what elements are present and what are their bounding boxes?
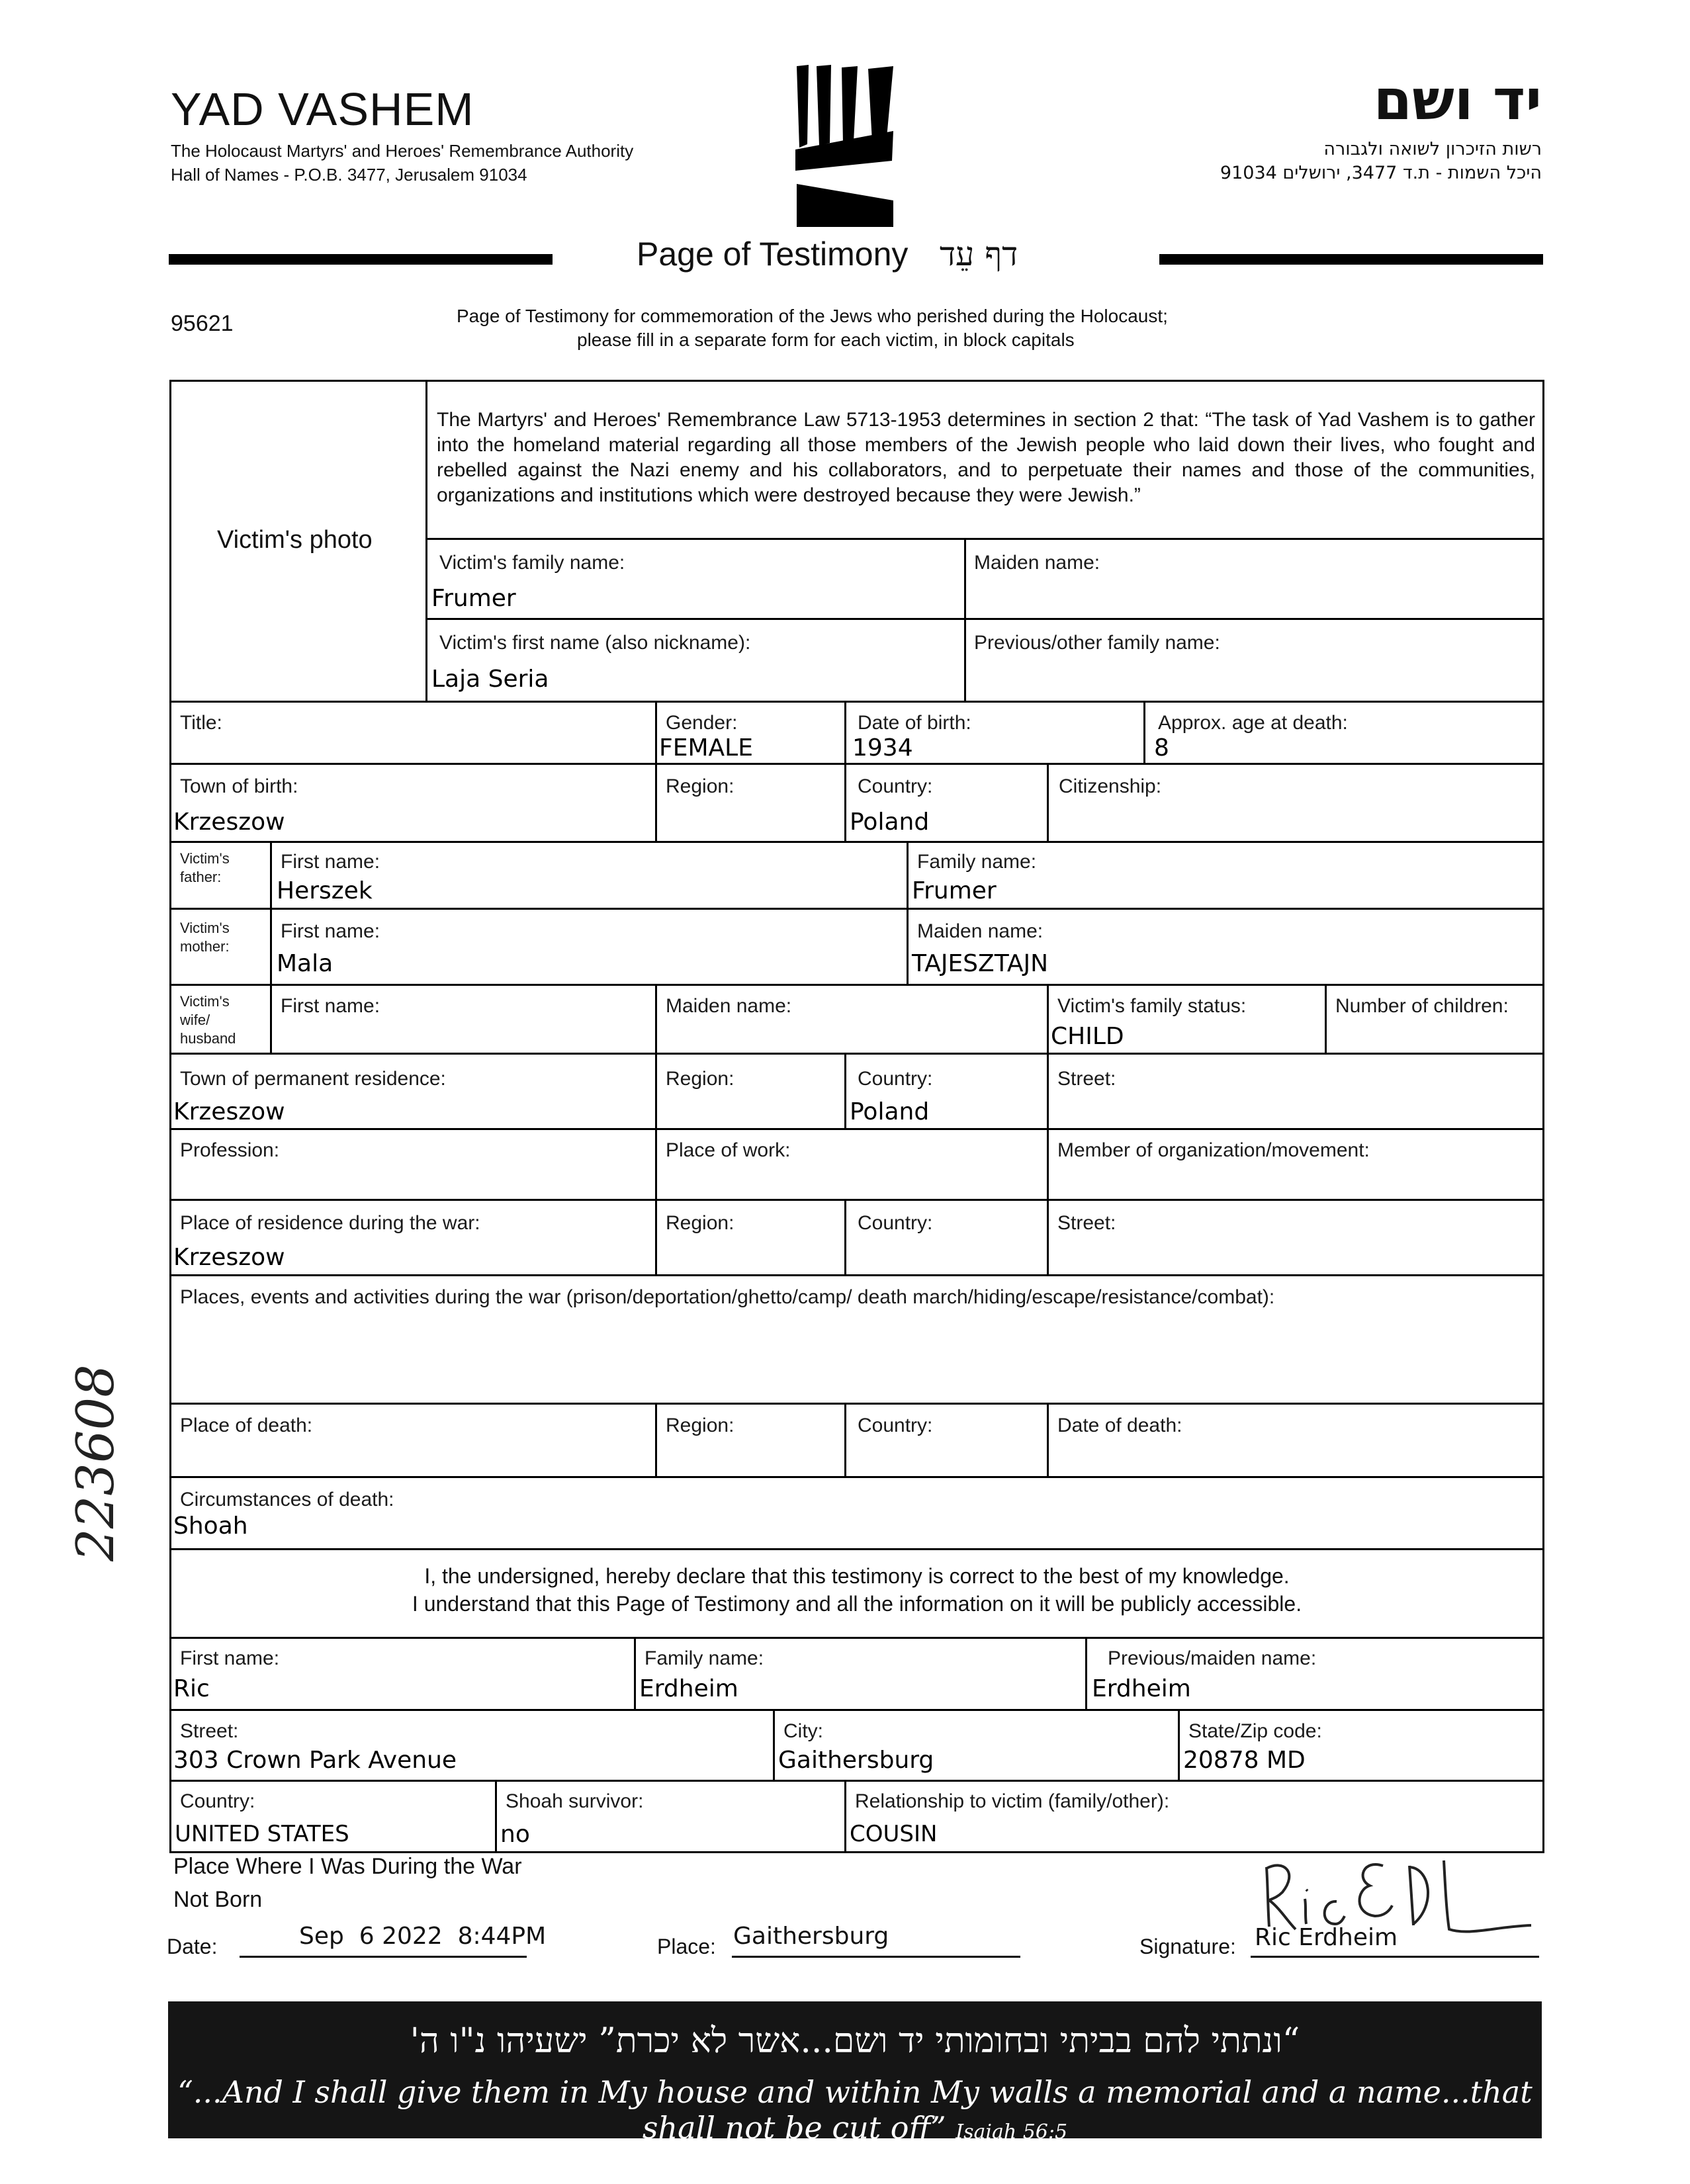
submitter-street-label: Street:	[180, 1720, 239, 1742]
war-region-label: Region:	[666, 1212, 734, 1234]
submitter-country-value[interactable]: UNITED STATES	[175, 1821, 349, 1847]
place-of-death-label: Place of death:	[180, 1415, 313, 1436]
mother-maiden-name-value[interactable]: TAJESZTAJN	[912, 950, 1049, 977]
quote-english-text: “...And I shall give them in My house and within My walls a memorial and a name...that shall not be cut off”	[177, 2074, 1533, 2146]
spouse-first-name-label: First name:	[281, 995, 380, 1017]
residence-country-value[interactable]: Poland	[850, 1098, 930, 1125]
shoah-survivor-label: Shoah survivor:	[506, 1790, 644, 1812]
date-of-birth-value[interactable]: 1934	[852, 734, 913, 762]
spouse-maiden-name-label: Maiden name:	[666, 995, 792, 1017]
org-address: Hall of Names - P.O.B. 3477, Jerusalem 91034	[171, 165, 527, 185]
quote-english	[168, 2074, 1542, 2146]
header-rule-left	[169, 254, 553, 265]
hebrew-org-address: היכל השמות - ת.ד 3477, ירושלים 91034	[1220, 163, 1542, 183]
maiden-name-label: Maiden name:	[974, 552, 1100, 574]
place-value[interactable]: Gaithersburg	[733, 1923, 889, 1950]
yad-vashem-logo	[794, 65, 900, 230]
hebrew-org-subtitle: רשות הזיכרון לשואה ולגבורה	[1323, 139, 1542, 159]
submitter-first-name-value[interactable]: Ric	[173, 1675, 210, 1702]
declaration-line-2: I understand that this Page of Testimony and all the information on it will be publicly accessible.	[412, 1592, 1302, 1616]
header-rule-right	[1159, 254, 1543, 265]
date-label: Date:	[167, 1935, 218, 1958]
submitter-state-zip-value[interactable]: 20878 MD	[1183, 1747, 1306, 1774]
father-first-name-value[interactable]: Herszek	[277, 877, 373, 904]
place-label: Place:	[657, 1935, 716, 1958]
war-activities-label: Places, events and activities during the war (prison/deportation/ghetto/camp/ death march/hiding/escape/resistance/combat):	[180, 1286, 1275, 1308]
birth-country-value[interactable]: Poland	[850, 808, 930, 836]
father-family-name-value[interactable]: Frumer	[912, 877, 997, 904]
place-of-work-label: Place of work:	[666, 1139, 791, 1161]
war-country-label: Country:	[858, 1212, 933, 1234]
war-location-value: Not Born	[173, 1887, 263, 1912]
submitter-street-value[interactable]: 303 Crown Park Avenue	[173, 1747, 457, 1774]
circumstances-value[interactable]: Shoah	[173, 1512, 248, 1540]
first-name-label: Victim's first name (also nickname):	[439, 632, 751, 654]
date-of-death-label: Date of death:	[1057, 1415, 1182, 1436]
residence-street-label: Street:	[1057, 1068, 1116, 1090]
member-organization-label: Member of organization/movement:	[1057, 1139, 1370, 1161]
handwritten-signature	[1257, 1853, 1535, 1945]
shoah-survivor-value[interactable]: no	[500, 1821, 530, 1848]
citizenship-label: Citizenship:	[1059, 775, 1162, 797]
relationship-label: Relationship to victim (family/other):	[855, 1790, 1170, 1812]
war-residence-value[interactable]: Krzeszow	[173, 1244, 285, 1271]
declaration-line-1: I, the undersigned, hereby declare that this testimony is correct to the best of my knowledge.	[424, 1564, 1290, 1588]
mother-maiden-name-label: Maiden name:	[917, 920, 1044, 942]
org-name: YAD VASHEM	[171, 83, 474, 135]
family-status-value[interactable]: CHILD	[1051, 1023, 1124, 1050]
quote-banner	[168, 2001, 1542, 2146]
father-first-name-label: First name:	[281, 851, 380, 873]
quote-hebrew: “ונתתי להם בביתי ובחומותי יד ושם...אשר לא יכרת” ישעיהו נ"ו ה'	[410, 2021, 1300, 2061]
signature-label: Signature:	[1139, 1935, 1236, 1958]
form-title-hebrew: דף עֵד	[940, 235, 1018, 273]
date-value[interactable]: Sep 6 2022 8:44PM	[299, 1923, 547, 1950]
mother-first-name-value[interactable]: Mala	[277, 950, 334, 977]
victim-photo-placeholder: Victim's photo	[217, 526, 373, 554]
family-name-label: Victim's family name:	[439, 552, 625, 574]
title-label: Title:	[180, 712, 222, 734]
handwritten-record-number: 223608	[66, 1364, 126, 1561]
death-country-label: Country:	[858, 1415, 933, 1436]
residence-country-label: Country:	[858, 1068, 933, 1090]
submitter-family-name-value[interactable]: Erdheim	[639, 1675, 738, 1702]
spouse-side-label: Victim's wife/ husband	[180, 993, 236, 1047]
war-location-label: Place Where I Was During the War	[173, 1854, 522, 1879]
instructions-line-2: please fill in a separate form for each victim, in block capitals	[577, 329, 1075, 350]
submitter-country-label: Country:	[180, 1790, 255, 1812]
submitter-first-name-label: First name:	[180, 1647, 280, 1669]
submitter-state-zip-label: State/Zip code:	[1188, 1720, 1322, 1742]
submitter-city-label: City:	[783, 1720, 823, 1742]
town-of-birth-value[interactable]: Krzeszow	[173, 808, 285, 836]
age-at-death-label: Approx. age at death:	[1158, 712, 1348, 734]
mother-first-name-label: First name:	[281, 920, 380, 942]
submitter-city-value[interactable]: Gaithersburg	[778, 1747, 934, 1774]
residence-region-label: Region:	[666, 1068, 734, 1090]
death-region-label: Region:	[666, 1415, 734, 1436]
family-status-label: Victim's family status:	[1057, 995, 1247, 1017]
profession-label: Profession:	[180, 1139, 280, 1161]
form-title: Page of Testimony	[637, 236, 909, 273]
gender-label: Gender:	[666, 712, 738, 734]
relationship-value[interactable]: COUSIN	[850, 1821, 938, 1847]
mother-side-label: Victim's mother:	[180, 920, 230, 955]
form-number: 95621	[171, 311, 234, 336]
submitter-family-name-label: Family name:	[645, 1647, 764, 1669]
town-of-birth-label: Town of birth:	[180, 775, 298, 797]
father-family-name-label: Family name:	[917, 851, 1037, 873]
birth-region-label: Region:	[666, 775, 734, 797]
signature-value[interactable]: Ric Erdheim	[1255, 1924, 1398, 1951]
war-street-label: Street:	[1057, 1212, 1116, 1234]
submitter-previous-name-value[interactable]: Erdheim	[1092, 1675, 1191, 1702]
gender-value[interactable]: FEMALE	[659, 734, 753, 762]
previous-family-name-label: Previous/other family name:	[974, 632, 1220, 654]
hebrew-org-name: יד ושם	[1373, 67, 1542, 132]
father-side-label: Victim's father:	[180, 850, 230, 885]
date-of-birth-label: Date of birth:	[858, 712, 971, 734]
age-at-death-value[interactable]: 8	[1154, 734, 1169, 762]
residence-town-label: Town of permanent residence:	[180, 1068, 446, 1090]
instructions-line-1: Page of Testimony for commemoration of the Jews who perished during the Holocaust;	[457, 306, 1168, 326]
org-subtitle: The Holocaust Martyrs' and Heroes' Remembrance Authority	[171, 141, 634, 161]
law-text: The Martyrs' and Heroes' Remembrance Law 5713-1953 determines in section 2 that: “The task of Yad Vashem is to gather into the homeland material regarding all those members of the Jewish people who laid down their lives, who fought and rebelled against the Nazi enemy and his collaborators, and to perpetuate their names and those of the communities, organizations and institutions which were destroyed because they were Jewish.”	[437, 409, 1535, 506]
submitter-previous-name-label: Previous/maiden name:	[1108, 1647, 1317, 1669]
circumstances-label: Circumstances of death:	[180, 1489, 394, 1510]
residence-town-value[interactable]: Krzeszow	[173, 1098, 285, 1125]
number-of-children-label: Number of children:	[1335, 995, 1509, 1017]
family-name-value[interactable]: Frumer	[431, 585, 516, 612]
quote-reference: Isaiah 56:5	[956, 2120, 1068, 2144]
birth-country-label: Country:	[858, 775, 933, 797]
war-residence-label: Place of residence during the war:	[180, 1212, 480, 1234]
first-name-value[interactable]: Laja Seria	[431, 666, 549, 693]
